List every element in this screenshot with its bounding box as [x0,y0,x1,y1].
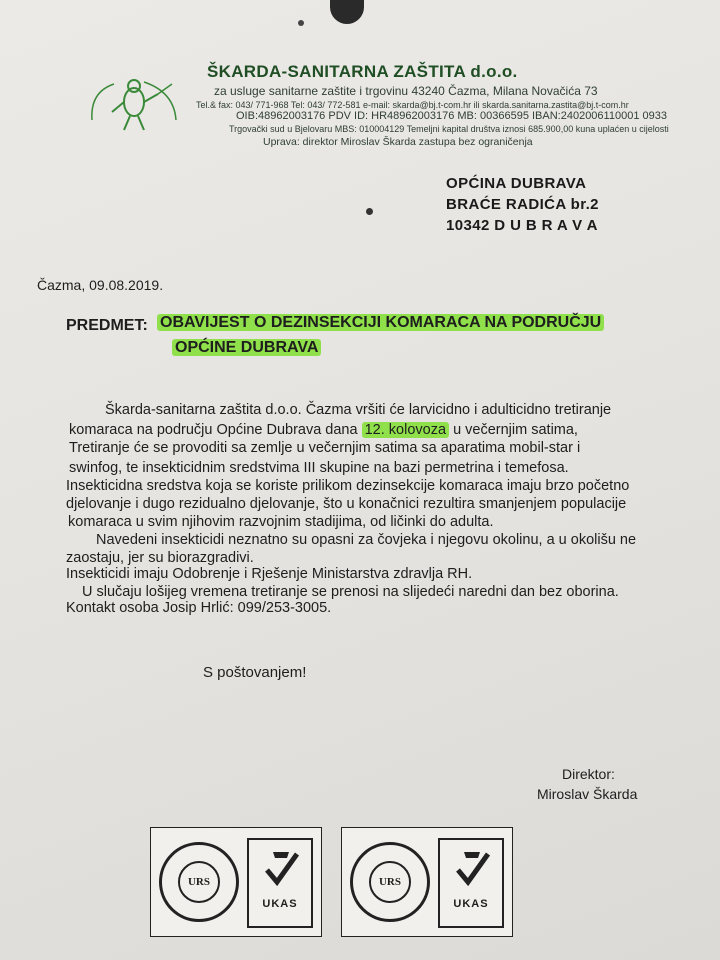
seal-label: URS [369,861,411,903]
body-line: Škarda-sanitarna zaštita d.o.o. Čazma vršiti će larvicidno i adulticidno tretiranje [105,402,612,418]
header-line: za usluge sanitarne zaštite i trgovinu 43240 Čazma, Milana Novačića 73 [214,84,598,98]
header-line: Uprava: direktor Miroslav Škarda zastupa bez ograničenja [263,136,533,148]
subject-highlight: OBAVIJEST O DEZINSEKCIJI KOMARACA NA PODRUČJU [157,314,604,331]
urs-seal-icon [350,842,430,922]
signature-name: Miroslav Škarda [537,786,638,802]
subject-line-2 [172,339,321,357]
recipient-line: BRAĆE RADIĆA br.2 [446,196,599,213]
recipient-line: OPĆINA DUBRAVA [446,175,587,192]
body-line: zaostaju, jer su biorazgradivi. [66,550,254,566]
body-line [69,422,578,438]
punch-hole [330,0,364,24]
header-line: Trgovački sud u Bjelovaru MBS: 010004129 Temeljni kapital društva iznosi 685.900,00 kuna uplaćen u cijelosti [229,124,669,134]
subject-highlight: OPĆINE DUBRAVA [172,339,321,356]
body-line: U slučaju lošijeg vremena tretiranje se prenosi na slijedeći naredni dan bez oborina. [82,584,619,600]
urs-seal-icon [159,842,239,922]
signature-title: Direktor: [562,766,615,782]
company-name: ŠKARDA-SANITARNA ZAŠTITA d.o.o. [207,62,518,81]
body-line: Insekticidna sredstva koja se koriste prilikom dezinsekcije komaraca imaju brzo početno [66,478,630,494]
seal-label: URS [178,861,220,903]
ukas-mark [438,838,504,928]
body-line: Navedeni insekticidi neznatno su opasni za čovjeka i njegovu okolinu, a u okolišu ne [96,532,637,548]
paper-mark [298,20,304,26]
body-line: djelovanje i dugo rezidualno djelovanje, što u konačnici rezultira smanjenjem populacije [66,496,627,512]
company-logo [84,72,184,142]
body-text: komaraca na području Općine Dubrava dana [69,422,358,438]
body-line: Insekticidi imaju Odobrenje i Rješenje Ministarstva zdravlja RH. [66,566,473,582]
ukas-label: UKAS [262,898,298,910]
subject-line-1 [157,314,604,332]
checkmark-icon [450,848,494,892]
checkmark-icon [259,848,303,892]
certification-badge [150,827,322,937]
body-line: komaraca u svim njihovim razvojnim stadijima, od ličinki do adulta. [68,514,494,530]
closing: S poštovanjem! [203,664,307,681]
letter-date: Čazma, 09.08.2019. [37,277,164,293]
paper-mark [366,208,373,215]
certification-badge [341,827,513,937]
header-line: Tel.& fax: 043/ 771-968 Tel: 043/ 772-581 e-mail: skarda@bj.t-com.hr ili skarda.sanitarna.zastita@bj.t-com.hr [196,100,629,110]
header-line: OIB:48962003176 PDV ID: HR48962003176 MB: 00366595 IBAN:2402006110001 0933 [236,110,667,122]
body-line: Tretiranje će se provoditi sa zemlje u večernjim satima sa aparatima mobil-star i [69,440,581,456]
recipient-line: 10342 D U B R A V A [446,217,598,234]
ukas-mark [247,838,313,928]
body-text: u večernjim satima, [453,422,578,438]
body-line: Kontakt osoba Josip Hrlić: 099/253-3005. [66,600,332,616]
ukas-label: UKAS [453,898,489,910]
subject-label: PREDMET: [66,317,148,334]
date-highlight: 12. kolovoza [362,422,449,438]
body-line: swinfog, te insekticidnim sredstvima III skupine na bazi permetrina i temefosa. [69,460,569,476]
